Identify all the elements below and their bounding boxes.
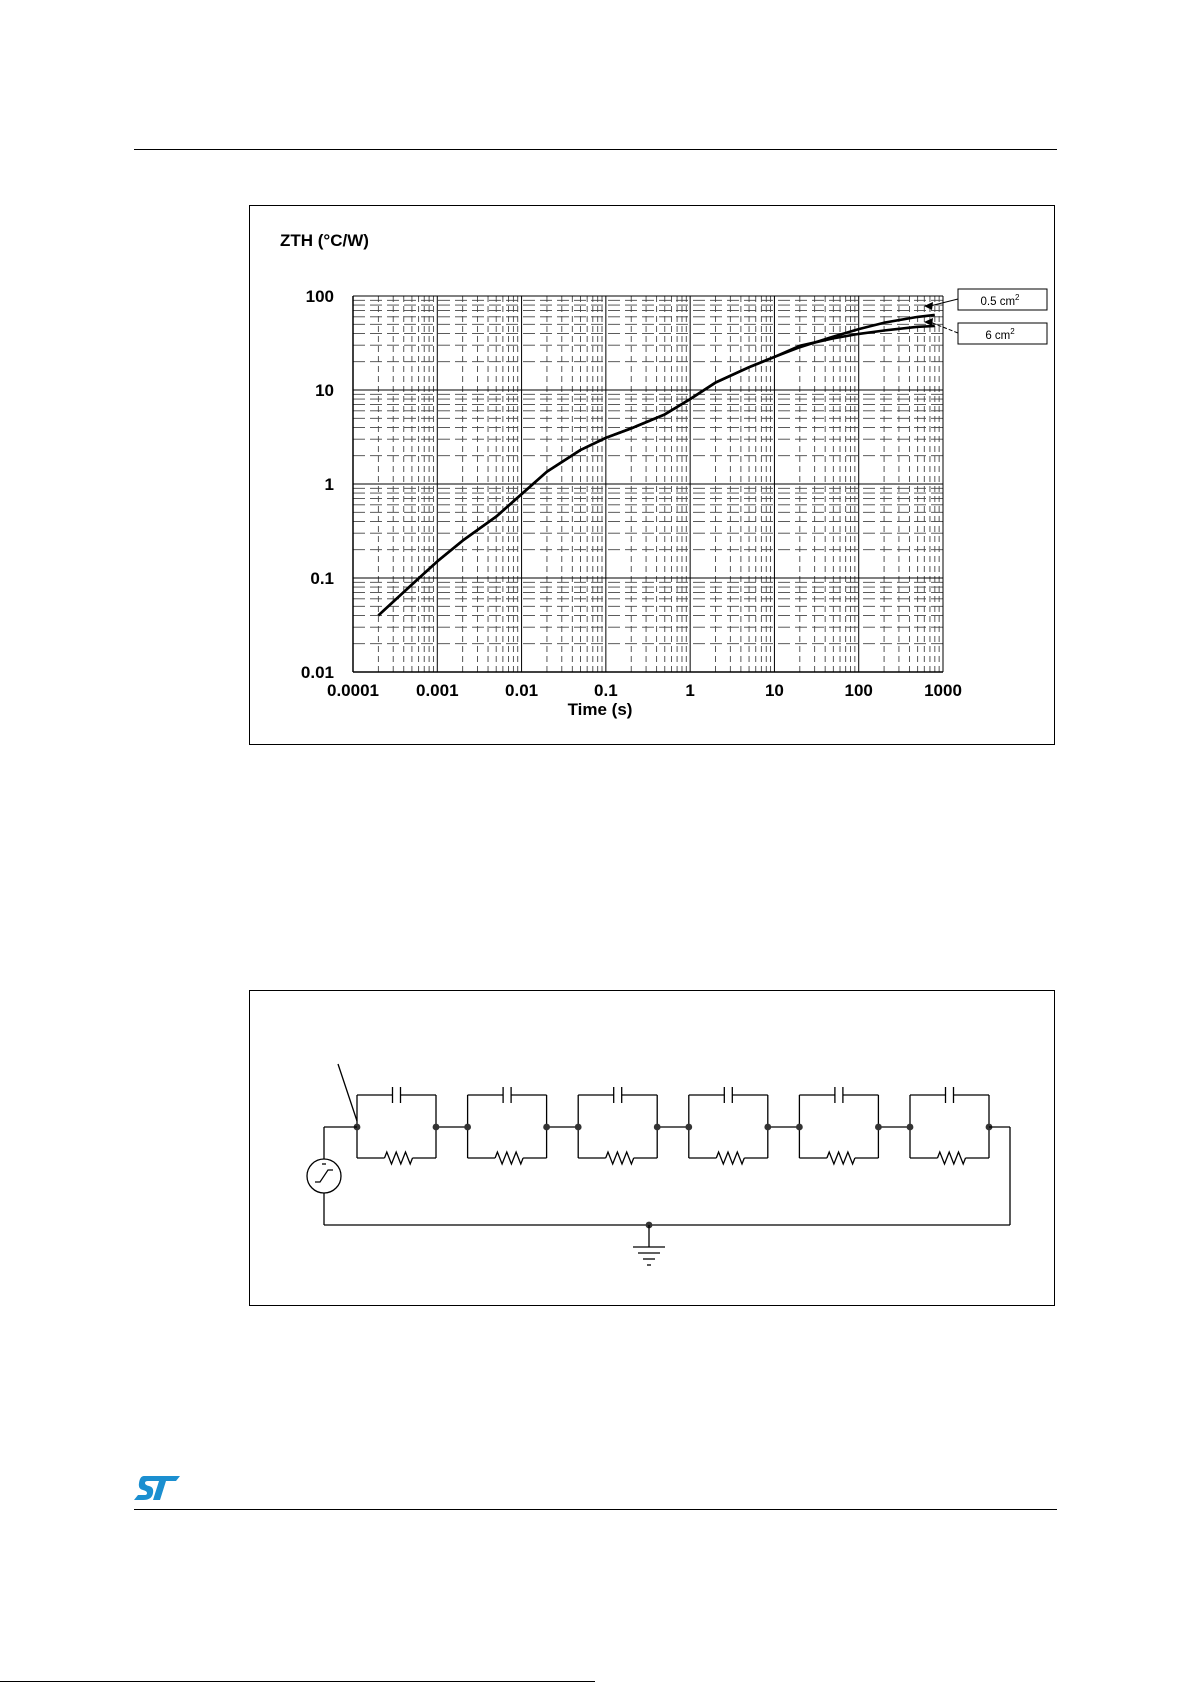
legend-label: 0.5 $cm^2$ xyxy=(980,293,1020,308)
y-tick-label: 0.01 xyxy=(300,663,334,682)
resistor-icon xyxy=(938,1152,966,1164)
st-logo xyxy=(134,1474,180,1502)
x-axis-label: Time (s) xyxy=(567,700,633,719)
junction-dot xyxy=(575,1124,582,1131)
junction-dot xyxy=(685,1124,692,1131)
junction-dot xyxy=(796,1124,803,1131)
y-tick-label: 0.1 xyxy=(310,569,334,588)
junction-dot xyxy=(907,1124,914,1131)
junction-dot xyxy=(654,1124,661,1131)
x-tick-label: 0.1 xyxy=(594,681,618,700)
resistor-icon xyxy=(606,1152,634,1164)
x-tick-label: 1 xyxy=(685,681,695,700)
resistor-icon xyxy=(716,1152,744,1164)
page-edge-line xyxy=(0,1681,595,1682)
resistor-icon xyxy=(385,1152,413,1164)
y-tick-label: 100 xyxy=(305,287,334,306)
legend-label: 6 $cm^2$ xyxy=(985,327,1015,342)
x-tick-label: 100 xyxy=(844,681,873,700)
junction-dot xyxy=(875,1124,882,1131)
x-tick-label: 10 xyxy=(764,681,784,700)
junction-dot xyxy=(543,1124,550,1131)
x-tick-label: 0.0001 xyxy=(327,681,379,700)
junction-dot xyxy=(433,1124,440,1131)
y-tick-label: 1 xyxy=(324,475,334,494)
x-tick-label: 1000 xyxy=(924,681,962,700)
pointer-line xyxy=(338,1064,357,1121)
x-tick-label: 0.01 xyxy=(505,681,539,700)
junction-dot xyxy=(764,1124,771,1131)
y-axis-label: ZTH (°C/W) xyxy=(280,231,369,250)
resistor-icon xyxy=(495,1152,523,1164)
x-tick-label: 0.001 xyxy=(416,681,459,700)
y-tick-label: 10 xyxy=(315,381,334,400)
junction-dot xyxy=(464,1124,471,1131)
resistor-icon xyxy=(827,1152,855,1164)
footer-rule xyxy=(134,1509,1057,1510)
